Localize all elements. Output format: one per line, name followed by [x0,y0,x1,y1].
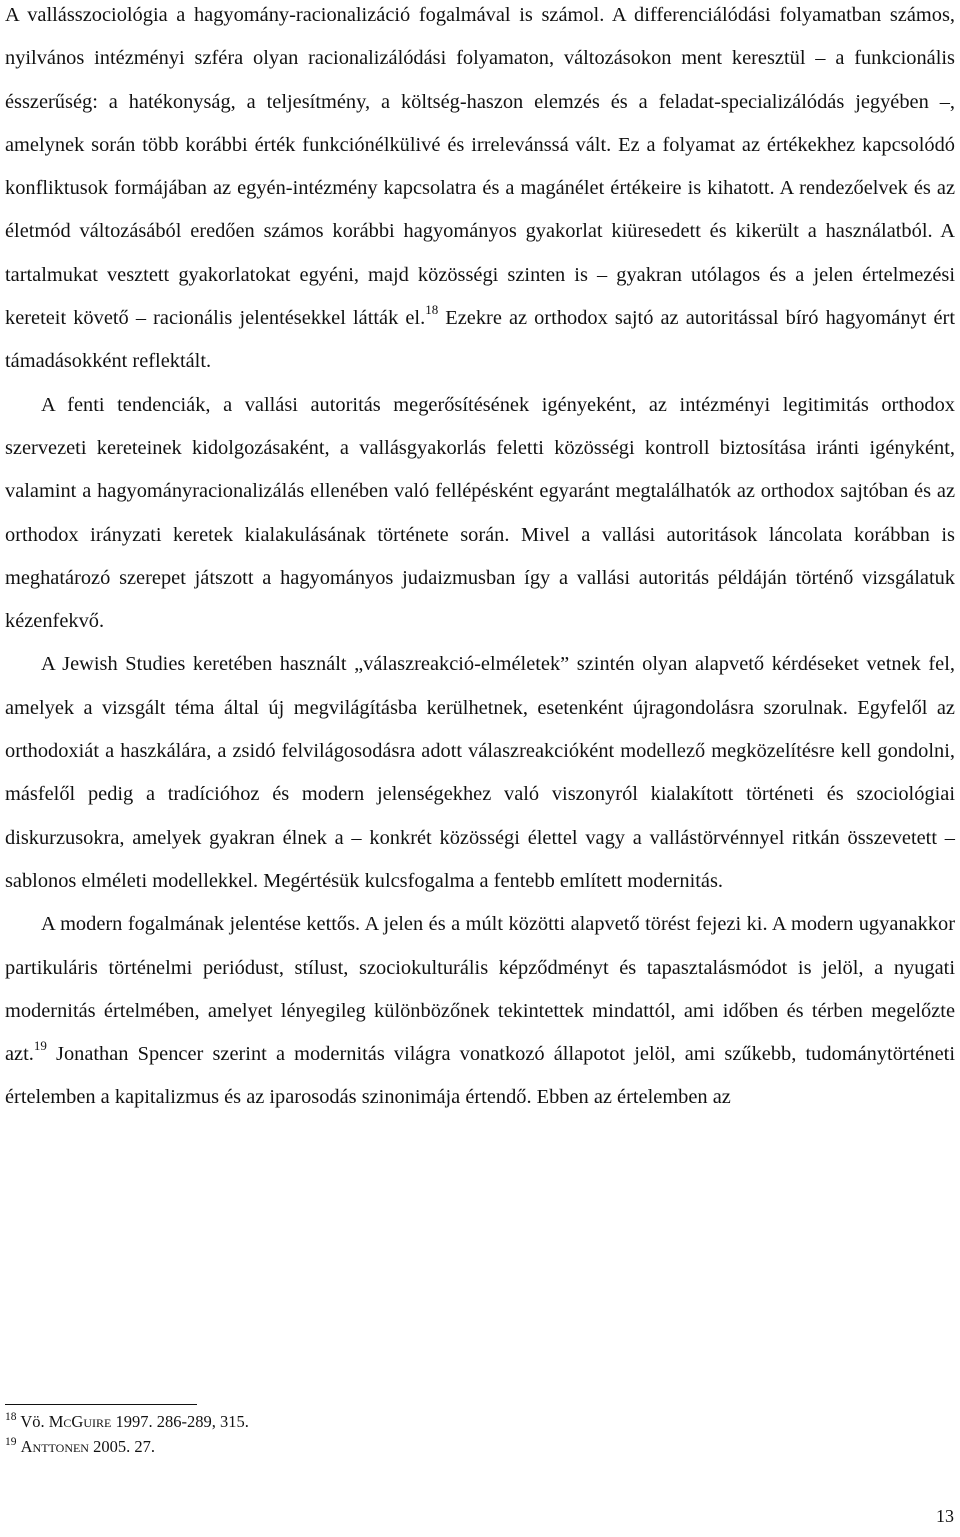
paragraph-1 [5,0,955,384]
paragraph-4-text-a: A modern fogalmának jelentése kettős. A jelen és a múlt közötti alapvető törést fejezi ki. A modern ugyanakkor partikuláris történelmi periódust, stílust, szociokulturális képződményt és tapasztalásmódot is jelöl, a nyugati modernitás értelmében, amelyet lényegileg különbözőnek tekintettek mindattól, ami időben és térben megelőzte azt. [5,913,955,1066]
paragraph-1-text-a: A vallásszociológia a hagyomány-racionalizáció fogalmával is számol. A differenciálódási folyamatban számos, nyilvános intézményi szféra olyan racionalizálódási folyamaton, változásokon ment keresztül – a funkcionális ésszerűség: a hatékonyság, a teljesítmény, a költség-haszon elemzés és a feladat-specializálódás jegyében –, amelynek során több korábbi érték funkciónélkülivé és irrelevánssá vált. Ez a folyamat az értékekhez kapcsolódó konfliktusok formájában az egyén-intézmény kapcsolatra és a magánélet értékeire is kihatott. A rendezőelvek és az életmód változásából eredően számos korábbi hagyományos gyakorlat kiüresedett és kikerült a használatból. A tartalmukat vesztett gyakorlatokat egyéni, majd közösségi szinten is – gyakran utólagos és a jelen értelmezési kereteit követő – racionális jelentésekkel látták el. [5,4,955,330]
footnotes [5,1409,249,1459]
footnote-ref-19[interactable]: 19 [33,1038,47,1054]
paragraph-4-text-b: Jonathan Spencer szerint a modernitás világra vonatkozó állapotot jelöl, ami szűkebb, tudománytörténeti értelemben a kapitalizmus és az iparosodás szinonimája értendő. Ebben az értelemben az [5,1043,955,1109]
footnote-author: Anttonen [20,1437,89,1456]
footnote-reference: 1997. 286-289, 315. [111,1412,249,1431]
footnote-author: McGuire [48,1412,112,1431]
paragraph-1-text-b: Ezekre az orthodox sajtó az autoritással bíró hagyományt ért támadásokként reflektált. [5,307,955,373]
paragraph-3 [5,643,955,903]
footnote-19 [5,1434,249,1459]
footnote-ref-18[interactable]: 18 [425,302,439,318]
paragraph-3-text: A Jewish Studies keretében használt „válaszreakció-elméletek” szintén olyan alapvető kérdéseket vetnek fel, amelyek a vizsgált téma által új megvilágításba kerülhetnek, esetenként újragondolásra szorulnak. Egyfelől az orthodoxiát a haszkálára, a zsidó felvilágosodásra adott válaszreakcióként modellező megközelítésre kell gondolni, másfelől pedig a tradícióhoz és modern jelenségekhez való viszonyról kialakított történeti és szociológiai diskurzusokra, amelyek gyakran élnek a – konkrét közösségi élettel vagy a vallástörvénnyel ritkán összevetett – sablonos elméleti modellekkel. Megértésük kulcsfogalma a fentebb említett modernitás. [5,653,955,892]
body-text [5,0,955,1120]
footnote-number: 18 [5,1410,17,1423]
paragraph-4 [5,903,955,1119]
paragraph-2 [5,384,955,644]
page-number: 13 [936,1506,954,1526]
footnote-reference: 2005. 27. [88,1437,155,1456]
paragraph-2-text: A fenti tendenciák, a vallási autoritás megerősítésének igényeként, az intézményi legitimitás orthodox szervezeti kereteinek kidolgozásaként, a vallásgyakorlás feletti közösségi kontroll biztosítása iránti igényként, valamint a hagyományracionalizálás ellenében való fellépésként egyaránt megtalálhatók az orthodox sajtóban és az orthodox irányzati keretek kialakulásának története során. Mivel a vallási autoritások láncolata korábban is meghatározó szerepet játszott a hagyományos judaizmusban így a vallási autoritás példáján történő vizsgálatuk kézenfekvő. [5,393,955,633]
footnote-number: 19 [5,1435,17,1448]
footnote-18 [5,1409,249,1434]
footnote-separator [5,1404,197,1405]
footnote-prefix: Vö. [20,1412,49,1431]
